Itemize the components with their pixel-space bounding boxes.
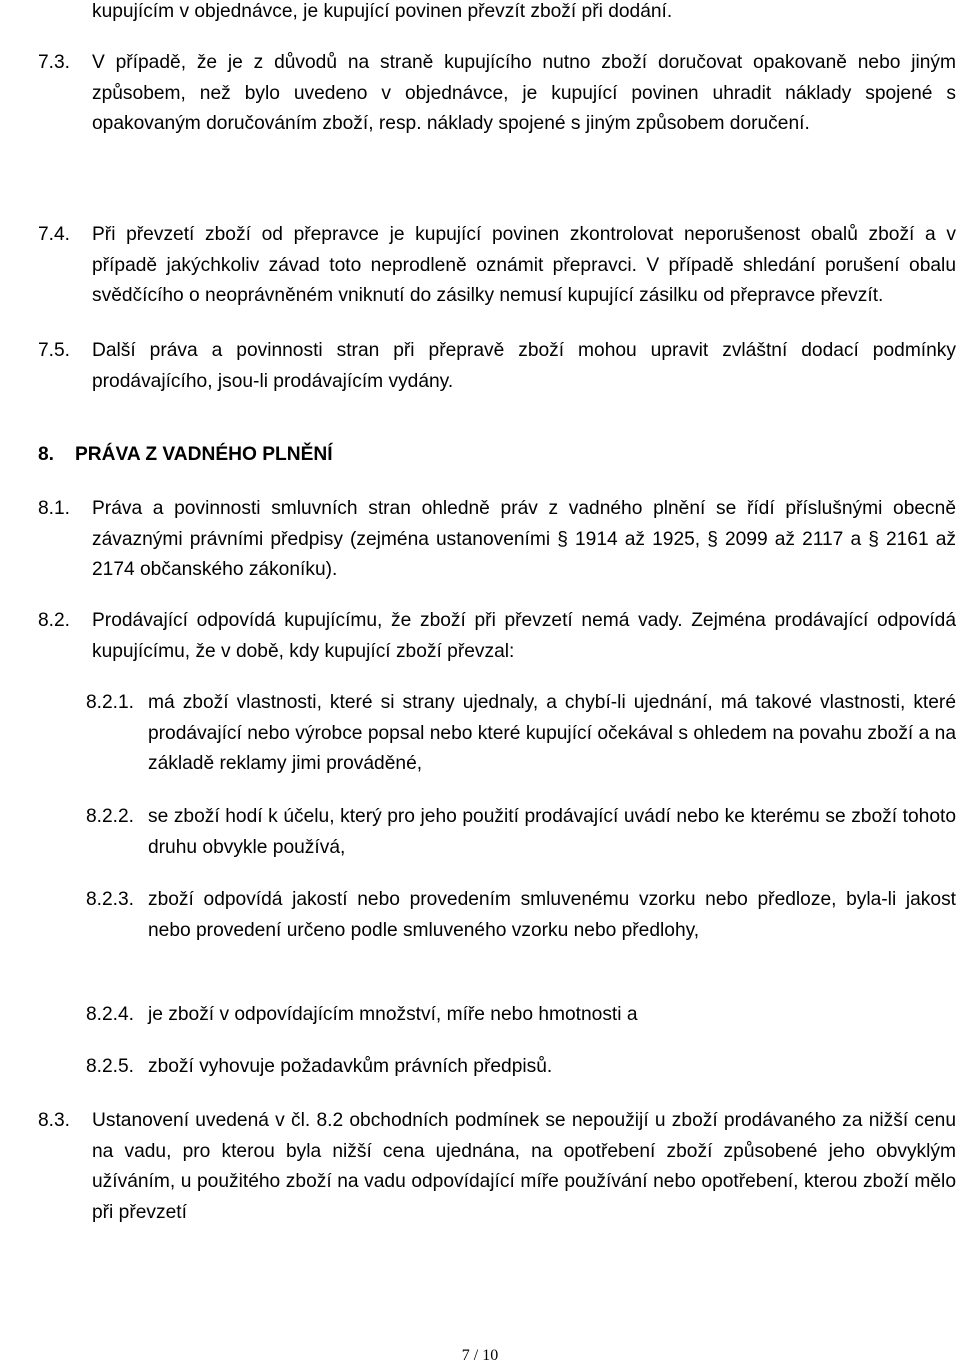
subparagraph-text: zboží vyhovuje požadavkům právních předpisů. (148, 1056, 553, 1077)
subparagraph-number: 8.2.3. (86, 889, 135, 910)
paragraph-text: kupujícím v objednávce, je kupující povinen převzít zboží při dodání. (92, 1, 673, 22)
paragraph-text: V případě, že je z důvodů na straně kupujícího nutno zboží doručovat opakovaně nebo jiným způsobem, než bylo uvedeno v objednávce, je kupující povinen uhradit náklady spojené s opakovaným doručováním zboží, resp. náklady spojené s jiným způsobem doručení. (92, 52, 956, 134)
subparagraph-text: zboží odpovídá jakostí nebo provedením smluvenému vzorku nebo předloze, byla-li jakost nebo provedení určeno podle smluveného vzorku nebo předlohy, (148, 889, 956, 941)
paragraph-text: Další práva a povinnosti stran při přepravě zboží mohou upravit zvláštní dodací podmínky prodávajícího, jsou-li prodávajícím vydány. (92, 340, 956, 392)
page-number-footer: 7 / 10 (461, 1347, 499, 1364)
paragraph-text: Ustanovení uvedená v čl. 8.2 obchodních podmínek se nepoužijí u zboží prodávaného za nižší cenu na vadu, pro kterou byla nižší cena ujednána, na opotřebení zboží způsobené jeho obvyklým užíváním, u použitého zboží na vadu odpovídající míře používání nebo opotřebení, kterou zboží mělo při převzetí (92, 1110, 956, 1223)
paragraph-number: 7.3. (38, 52, 71, 73)
paragraph-number: 7.5. (38, 340, 71, 361)
paragraph-text: Práva a povinnosti smluvních stran ohledně práv z vadného plnění se řídí příslušnými obecně závaznými právními předpisy (zejména ustanoveními § 1914 až 1925, § 2099 až 2117 a § 2161 až 2174 občanského zákoníku). (92, 498, 956, 580)
subparagraph-number: 8.2.2. (86, 806, 135, 827)
paragraph-text: Prodávající odpovídá kupujícímu, že zboží při převzetí nemá vady. Zejména prodávající odpovídá kupujícímu, že v době, kdy kupující zboží převzal: (92, 610, 956, 662)
paragraph-number: 8.3. (38, 1110, 71, 1131)
subparagraph-text: se zboží hodí k účelu, který pro jeho použití prodávající uvádí nebo ke kterému se zboží tohoto druhu obvykle používá, (148, 806, 956, 858)
subparagraph-number: 8.2.5. (86, 1056, 135, 1077)
subparagraph-number: 8.2.1. (86, 692, 135, 713)
paragraph-number: 8.1. (38, 498, 71, 519)
subparagraph-text: je zboží v odpovídajícím množství, míře nebo hmotnosti a (148, 1004, 638, 1025)
section-title: PRÁVA Z VADNÉHO PLNĚNÍ (75, 444, 333, 465)
subparagraph-text: má zboží vlastnosti, které si strany ujednaly, a chybí-li ujednání, má takové vlastnosti, které prodávající nebo výrobce popsal nebo které kupující očekával s ohledem na povahu zboží a na základě reklamy jimi prováděné, (148, 692, 956, 774)
paragraph-number: 8.2. (38, 610, 71, 631)
subparagraph-number: 8.2.4. (86, 1004, 135, 1025)
paragraph-number: 7.4. (38, 224, 71, 245)
section-number: 8. (38, 444, 55, 465)
paragraph-text: Při převzetí zboží od přepravce je kupující povinen zkontrolovat neporušenost obalů zboží a v případě jakýchkoliv závad toto neprodleně oznámit přepravci. V případě shledání porušení obalu svědčícího o neoprávněném vniknutí do zásilky nemusí kupující zásilku od přepravce převzít. (92, 224, 956, 306)
